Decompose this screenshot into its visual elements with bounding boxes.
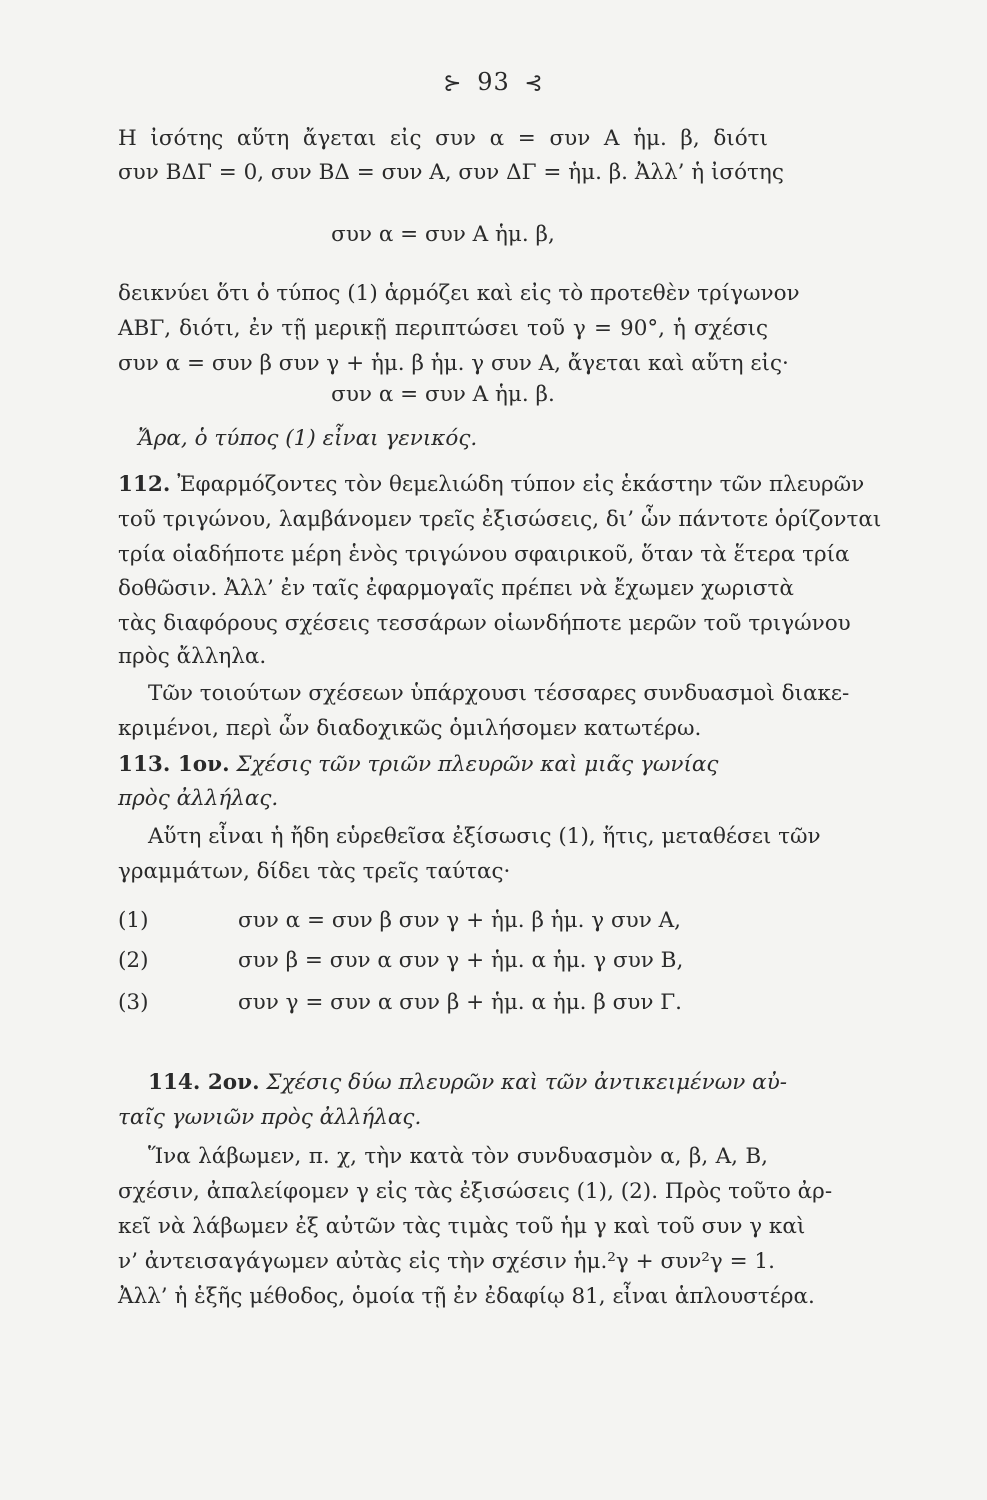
text-line: ΑΒΓ, διότι, ἐν τῇ μερικῇ περιπτώσει τοῦ γ = 90°, ἡ σχέσις: [118, 316, 768, 341]
text-line: Ἀλλ’ ἡ ἑξῆς μέθοδος, ὁμοία τῇ ἐν ἐδαφίῳ 81, εἶναι ἁπλουστέρα.: [118, 1284, 815, 1309]
conclusion-line: Ἄρα, ὁ τύπος (1) εἶναι γενικός.: [138, 426, 478, 451]
text-line: τὰς διαφόρους σχέσεις τεσσάρων οἱωνδήποτε μερῶν τοῦ τριγώνου: [118, 611, 851, 636]
section-number: 113. 1ον.: [118, 752, 230, 777]
text-line: πρὸς ἄλληλα.: [118, 644, 267, 669]
display-equation: συν α = συν Α ἡμ. β,: [331, 222, 555, 247]
equation-body: συν γ = συν α συν β + ἡμ. α ἡμ. β συν Γ.: [238, 990, 683, 1015]
text-line: Τῶν τοιούτων σχέσεων ὑπάρχουσι τέσσαρες συνδυασμοὶ διακε-: [148, 681, 850, 706]
page-number: 93: [477, 68, 510, 96]
text-line: συν α = συν β συν γ + ἡμ. β ἡμ. γ συν Α, ἄγεται καὶ αὕτη εἰς·: [118, 351, 789, 376]
text-line: Η ἰσότης αὕτη ἄγεται εἰς συν α = συν Α ἡμ. β, διότι: [118, 126, 768, 151]
text-line: τοῦ τριγώνου, λαμβάνομεν τρεῖς ἐξισώσεις, δι’ ὧν πάντοτε ὁρίζονται: [118, 507, 882, 532]
paragraph-114-heading: [148, 1068, 787, 1098]
text-line: σχέσιν, ἀπαλείφομεν γ εἰς τὰς ἐξισώσεις (1), (2). Πρὸς τοῦτο ἀρ-: [118, 1179, 833, 1204]
left-ornament-icon: ⊱: [443, 71, 463, 96]
equation-body: συν α = συν β συν γ + ἡμ. β ἡμ. γ συν Α,: [238, 908, 681, 933]
text-line: δεικνύει ὅτι ὁ τύπος (1) ἁρμόζει καὶ εἰς τὸ προτεθὲν τρίγωνον: [118, 281, 800, 306]
text-line: Αὕτη εἶναι ἡ ἤδη εὑρεθεῖσα ἐξίσωσις (1), ἥτις, μεταθέσει τῶν: [148, 824, 821, 849]
right-ornament-icon: ⊰: [524, 71, 544, 96]
section-title: πρὸς ἀλλήλας.: [118, 786, 279, 811]
text-line: Ἵνα λάβωμεν, π. χ, τὴν κατὰ τὸν συνδυασμὸν α, β, Α, Β,: [148, 1144, 768, 1169]
section-title: ταῖς γωνιῶν πρὸς ἀλλήλας.: [118, 1105, 422, 1130]
section-title: Σχέσις δύω πλευρῶν καὶ τῶν ἀντικειμένων αὐ-: [266, 1070, 788, 1095]
text-line: συν ΒΔΓ = 0, συν ΒΔ = συν Α, συν ΔΓ = ἡμ. β. Ἀλλ’ ἡ ἰσότης: [118, 160, 784, 185]
section-title: Σχέσις τῶν τριῶν πλευρῶν καὶ μιᾶς γωνίας: [236, 752, 719, 777]
text-line: κριμένοι, περὶ ὧν διαδοχικῶς ὁμιλήσομεν κατωτέρω.: [118, 716, 702, 741]
text-line: δοθῶσιν. Ἀλλ’ ἐν ταῖς ἐφαρμογαῖς πρέπει νὰ ἔχωμεν χωριστὰ: [118, 576, 794, 601]
text-line: γραμμάτων, δίδει τὰς τρεῖς ταύτας·: [118, 859, 511, 884]
equation-body: συν β = συν α συν γ + ἡμ. α ἡμ. γ συν Β,: [238, 948, 684, 973]
equation-label: (3): [118, 990, 149, 1015]
paragraph-112: [118, 470, 864, 500]
section-number: 114. 2ον.: [148, 1070, 260, 1095]
text-line: Ἐφαρμόζοντες τὸν θεμελιώδη τύπον εἰς ἑκάστην τῶν πλευρῶν: [177, 472, 865, 497]
paragraph-113-heading: [118, 750, 718, 780]
text-line: τρία οἱαδήποτε μέρη ἑνὸς τριγώνου σφαιρικοῦ, ὅταν τὰ ἕτερα τρία: [118, 542, 850, 567]
equation-label: (1): [118, 908, 149, 933]
section-number: 112.: [118, 472, 171, 497]
text-line: ν’ ἀντεισαγάγωμεν αὐτὰς εἰς τὴν σχέσιν ἡμ.²γ + συν²γ = 1.: [118, 1249, 775, 1274]
equation-label: (2): [118, 948, 149, 973]
page-header: [0, 68, 987, 96]
text-line: κεῖ νὰ λάβωμεν ἐξ αὐτῶν τὰς τιμὰς τοῦ ἡμ γ καὶ τοῦ συν γ καὶ: [118, 1214, 806, 1239]
display-equation: συν α = συν Α ἡμ. β.: [331, 382, 555, 407]
